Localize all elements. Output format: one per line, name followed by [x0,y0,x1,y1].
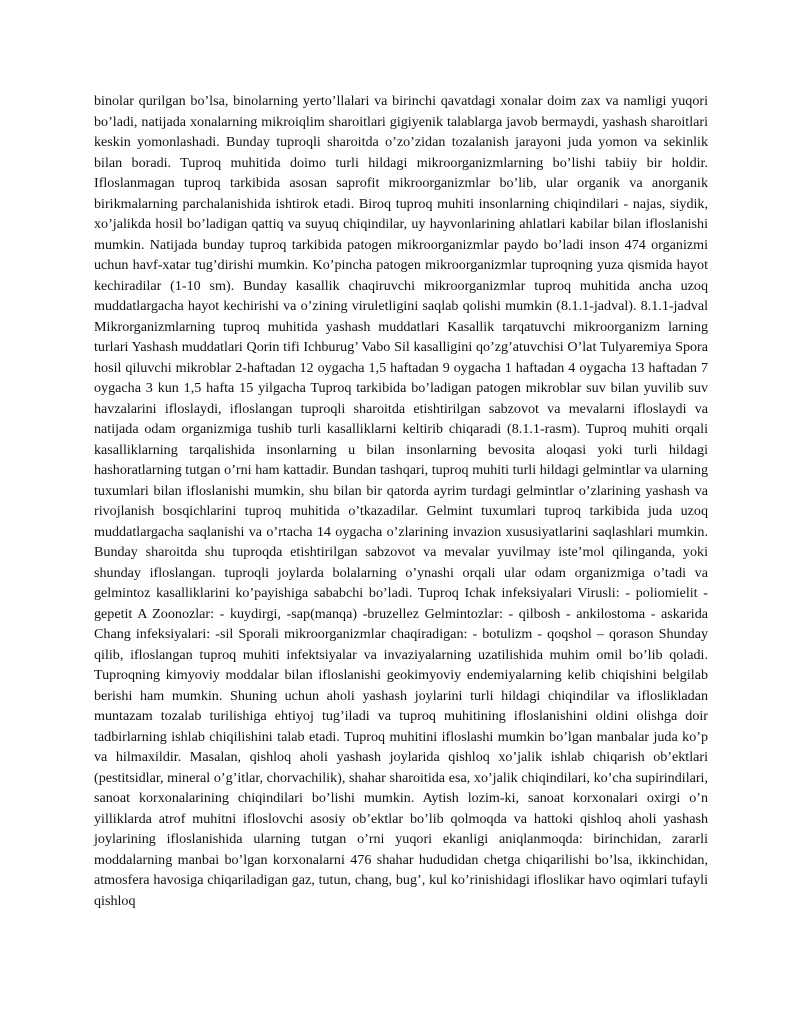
body-paragraph: binolar qurilgan bo’lsa, binolarning yerto’llalari va birinchi qavatdagi xonalar doim zax va namligi yuqori bo’ladi, natijada xonalarning mikroiqlim sharoitlari gigiyenik talablarga javob bermaydi, yashash sharoitlari keskin yomonlashadi. Bunday tuproqli sharoitda o’zo’zidan tozalanish jarayoni juda yomon va sekinlik bilan boradi. Tuproq muhitida doimo turli hildagi mikroorganizmlarning bo’lishi tabiiy bir holdir. Ifloslanmagan tuproq tarkibida asosan saprofit mikroorganizmlar bo’lib, ular organik va anorganik birikmalarning parchalanishida ishtirok etadi. Biroq tuproq muhiti insonlarning chiqindilari - najas, siydik, xo’jalikda hosil bo’ladigan qattiq va suyuq chiqindilar, uy hayvonlarining ahlatlari kabilar bilan ifloslanishi mumkin. Natijada bunday tuproq tarkibida patogen mikroorganizmlar paydo bo’ladi inson 474 organizmi uchun havf-xatar tug’dirishi mumkin. Ko’pincha patogen mikroorganizmlar tuproqning yuza qismida hayot kechiradilar (1-10 sm). Bunday kasallik chaqiruvchi mikroorganizmlar tuproq muhitida ancha uzoq muddatlargacha hayot kechirishi va o’zining viruletligini saqlab qolishi mumkin (8.1.1-jadval). 8.1.1-jadval Mikrorganizmlarning tuproq muhitida yashash muddatlari Kasallik tarqatuvchi mikroorganizm larning turlari Yashash muddatlari Qorin tifi Ichburug’ Vabo Sil kasalligini qo’zg’atuvchisi O’lat Tulyaremiya Spora hosil qiluvchi mikroblar 2-haftadan 12 oygacha 1,5 haftadan 9 oygacha 1 haftadan 4 oygacha 13 haftadan 7 oygacha 3 kun 1,5 hafta 15 yilgacha Tuproq tarkibida bo’ladigan patogen mikroblar suv bilan yuvilib suv havzalarini ifloslaydi, ifloslangan tuproqli sharoitda etishtirilgan sabzovot va mevalarni ifloslaydi va natijada odam organizmiga tushib turli kasalliklarni keltirib chiqaradi (8.1.1-rasm). Tuproq muhiti orqali kasalliklarning tarqalishida insonlarning u bilan insonlarning bevosita aloqasi yoki turli hildagi hashoratlarning tutgan o’rni ham kattadir. Bundan tashqari, tuproq muhiti turli hildagi gelmintlar va ularning tuxumlari bilan ifloslanishi mumkin, shu bilan bir qatorda ayrim turdagi gelmintlar o’zlarining yashash va rivojlanish bosqichlarini tuproq muhitida o’tkazadilar. Gelmint tuxumlari tuproq tarkibida juda uzoq muddatlargacha saqlanishi va o’rtacha 14 oygacha o’zlarining invazion xususiyatlarini saqlashlari mumkin. Bunday sharoitda shu tuproqda etishtirilgan sabzovot va mevalar yuvilmay iste’mol qilinganda, yoki shunday ifloslangan. tuproqli joylarda bolalarning o’ynashi orqali ular odam organizmiga o’tadi va gelmintoz kasalliklarini ko’payishiga sababchi bo’ladi. Tuproq Ichak infeksiyalari Virusli: - poliomielit - gepetit A Zoonozlar: - kuydirgi, -sap(manqa) -bruzellez Gelmintozlar: - qilbosh - ankilostoma - askarida Chang infeksiyalari: -sil Sporali mikroorganizmlar chaqiradigan: - botulizm - qoqshol – qorason Shunday qilib, ifloslangan tuproq muhiti infektsiyalar va invaziyalarning uzatilishida muhim omil bo’lib qoladi. Tuproqning kimyoviy moddalar bilan ifloslanishi geokimyoviy endemiyalarning kelib chiqishini belgilab berishi ham mumkin. Shuning uchun aholi yashash joylarini turli hildagi chiqindilar va ifloslikladan muntazam tozalab turilishiga ehtiyoj tug’iladi va tuproq muhitining ifloslanishini oldini olishga doir tadbirlarning ishlab chiqilishini talab etadi. Tuproq muhitini ifloslashi mumkin bo’lgan manbalar juda ko’p va hilmaxildir. Masalan, qishloq aholi yashash joylarida qishloq xo’jalik ishlab chiqarish ob’ektlari (pestitsidlar, mineral o’g’itlar, chorvachilik), shahar sharoitida esa, xo’jalik chiqindilari, ko’cha supirindilari, sanoat korxonalarining chiqindilari bo’lishi mumkin. Aytish lozim-ki, sanoat korxonalari oxirgi o’n yilliklarda atrof muhitni ifloslovchi asosiy ob’ektlar bo’lib qolmoqda va hattoki qishloq aholi yashash joylarining ifloslanishida ularning tutgan o’rni yuqori ekanligi aniqlanmoqda: birinchidan, zararli moddalarning manbai bo’lgan korxonalarni 476 shahar hududidan chetga chiqarilishi bo’lsa, ikkinchidan, atmosfera havosiga chiqariladigan gaz, tutun, chang, bug’, kul ko’rinishidagi ifloslikar havo oqimlari tufayli qishloq [94,93,708,909]
